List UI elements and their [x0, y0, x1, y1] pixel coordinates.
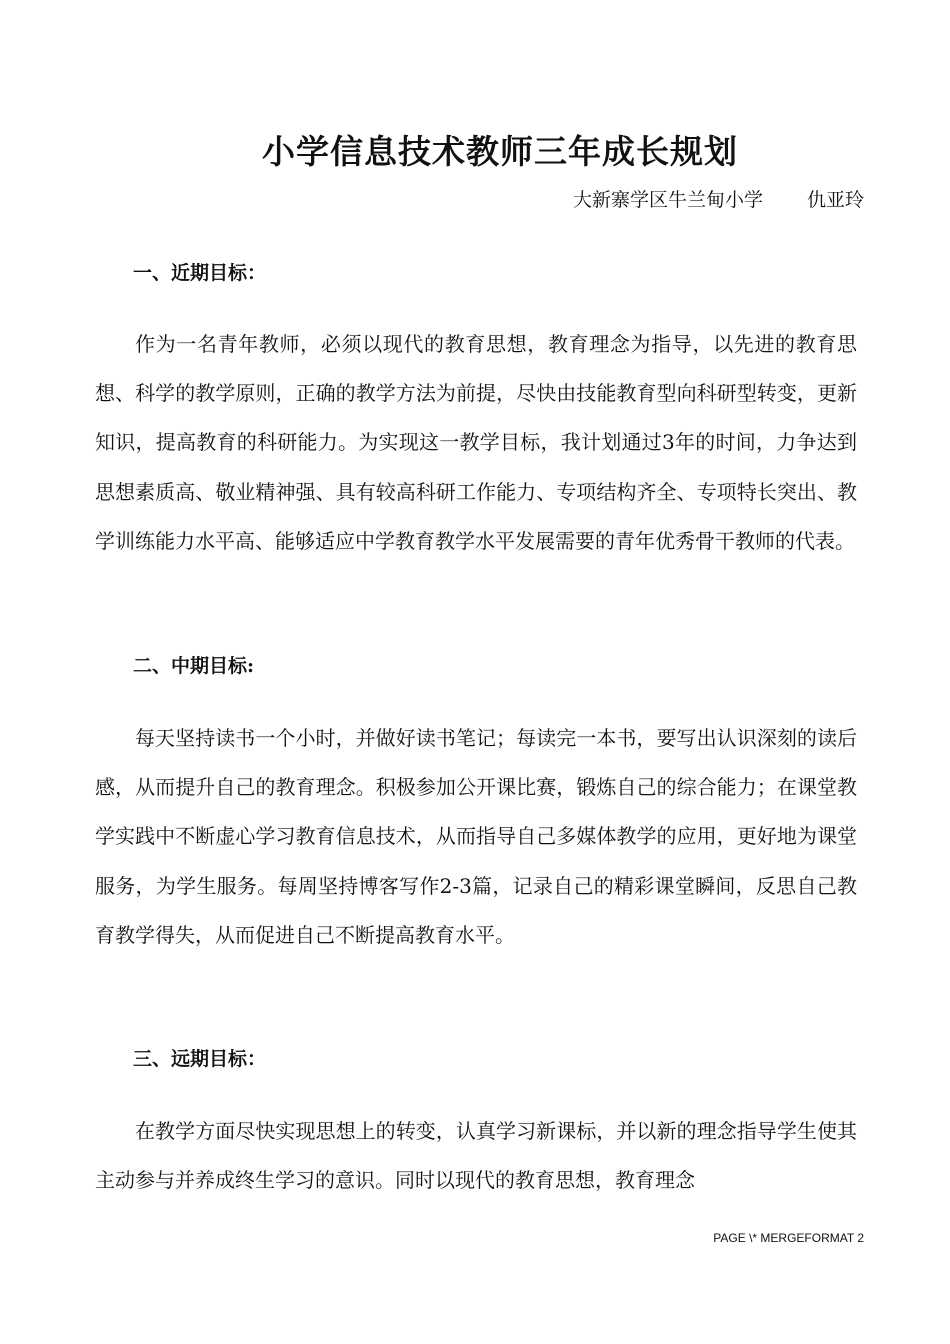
page-footer-field: PAGE \* MERGEFORMAT 2 [713, 1231, 864, 1245]
school-name: 大新寨学区牛兰甸小学 [572, 189, 763, 211]
author-line [573, 186, 864, 214]
document-title: 小学信息技术教师三年成长规划 [262, 132, 738, 171]
section-body-long-term: 在教学方面尽快实现思想上的转变，认真学习新课标，并以新的理念指导学生使其主动参与并养成终生学习的意识。同时以现代的教育思想，教育理念 [95, 1119, 857, 1193]
author-name: 仇亚玲 [806, 189, 864, 211]
section-heading-mid-term: 二、中期目标: [133, 655, 255, 677]
section-heading-near-term: 一、近期目标： [133, 262, 267, 284]
section-body-near-term: 作为一名青年教师，必须以现代的教育思想，教育理念为指导，以先进的教育思想、科学的教学原则，正确的教学方法为前提，尽快由技能教育型向科研型转变，更新知识，提高教育的科研能力。为实现这一教学目标，我计划通过3年的时间，力争达到思想素质高、敬业精神强、具有较高科研工作能力、专项结构齐全、专项特长突出、教学训练能力水平高、能够适应中学教育教学水平发展需要的青年优秀骨干教师的代表。 [95, 332, 857, 553]
section-body-mid-term: 每天坚持读书一个小时，并做好读书笔记；每读完一本书，要写出认识深刻的读后感，从而提升自己的教育理念。积极参加公开课比赛，锻炼自己的综合能力；在课堂教学实践中不断虚心学习教育信息技术，从而指导自己多媒体教学的应用，更好地为课堂服务，为学生服务。每周坚持博客写作2-3篇，记录自己的精彩课堂瞬间，反思自己教育教学得失，从而促进自己不断提高教育水平。 [95, 726, 857, 947]
section-heading-long-term: 三、远期目标： [133, 1048, 267, 1070]
